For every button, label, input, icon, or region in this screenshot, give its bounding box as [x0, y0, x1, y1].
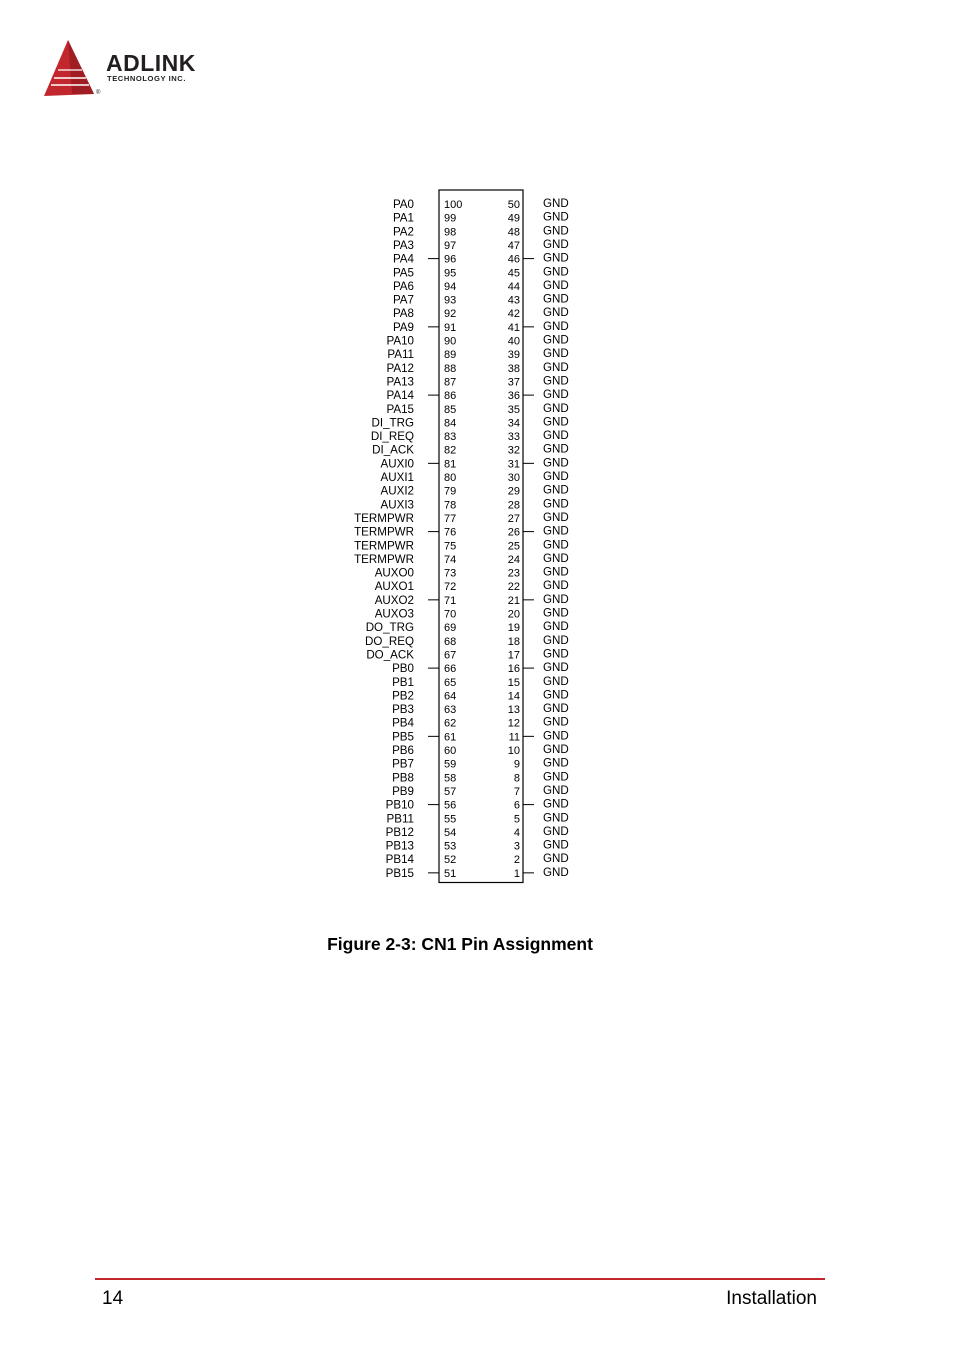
pin-number-right: 34 [507, 417, 520, 430]
pin-number-right: 5 [513, 813, 520, 826]
signal-label-left: TERMPWR [354, 511, 414, 525]
signal-label-right: GND [543, 620, 569, 634]
figure-caption: Figure 2-3: CN1 Pin Assignment [327, 934, 593, 954]
signal-label-left: PB8 [392, 771, 414, 785]
section-title: Installation [726, 1288, 817, 1309]
signal-label-left: PA5 [392, 266, 414, 280]
pin-number-right: 47 [507, 239, 520, 252]
signal-label-left: AUXO3 [374, 607, 414, 621]
pin-number-left: 68 [444, 635, 457, 648]
signal-label-left: PB14 [385, 853, 414, 867]
signal-label-left: PA14 [386, 389, 414, 403]
pin-number-right: 42 [507, 308, 520, 321]
pin-number-left: 81 [444, 458, 457, 471]
signal-label-left: PA12 [386, 361, 414, 375]
pin-number-right: 10 [507, 745, 520, 757]
pin-number-left: 65 [444, 676, 457, 689]
pin-number-right: 39 [507, 349, 520, 362]
signal-label-right: GND [543, 251, 569, 265]
signal-label-right: GND [543, 388, 569, 402]
pin-number-right: 30 [507, 472, 520, 484]
pin-number-left: 76 [444, 526, 457, 539]
signal-label-left: PA1 [392, 211, 414, 225]
pin-number-left: 62 [444, 717, 457, 730]
signal-label-left: PA3 [392, 238, 414, 252]
signal-label-right: GND [543, 592, 569, 606]
adlink-logo [42, 38, 242, 100]
pin-number-right: 49 [507, 212, 520, 225]
pin-number-left: 87 [444, 376, 457, 389]
signal-label-right: GND [543, 429, 569, 443]
pin-number-left: 100 [444, 199, 463, 211]
signal-label-right: GND [543, 852, 569, 866]
pin-number-left: 79 [444, 485, 457, 498]
signal-label-right: GND [543, 224, 569, 238]
signal-label-left: PB9 [392, 784, 414, 798]
signal-label-right: GND [543, 674, 569, 688]
pin-number-left: 86 [444, 390, 457, 403]
signal-label-left: DO_REQ [365, 634, 414, 648]
signal-label-right: GND [543, 783, 569, 797]
signal-label-left: PA13 [386, 375, 414, 389]
pin-number-left: 58 [444, 772, 457, 785]
pin-number-left: 98 [444, 226, 457, 239]
page-number: 14 [102, 1288, 124, 1309]
pin-number-left: 61 [444, 731, 457, 744]
signal-label-left: PB1 [392, 675, 414, 689]
signal-label-left: PA4 [392, 252, 414, 266]
signal-label-left: AUXI0 [380, 457, 414, 471]
signal-label-right: GND [543, 743, 569, 756]
pin-number-left: 52 [444, 854, 457, 867]
pin-number-left: 80 [444, 472, 457, 484]
pin-number-left: 69 [444, 622, 457, 635]
signal-label-right: GND [543, 292, 569, 306]
signal-label-left: PB4 [392, 716, 414, 730]
pin-number-right: 36 [507, 390, 520, 403]
pin-number-left: 64 [444, 690, 457, 703]
adlink-triangle-icon [42, 38, 104, 100]
signal-label-left: PB0 [392, 662, 414, 676]
pin-number-left: 96 [444, 253, 457, 266]
pin-number-right: 6 [513, 799, 520, 812]
pin-number-right: 17 [507, 649, 520, 662]
signal-label-left: DI_ACK [372, 443, 414, 457]
pin-number-left: 72 [444, 581, 457, 594]
signal-label-right: GND [543, 265, 569, 279]
pin-number-right: 12 [507, 717, 520, 730]
pin-number-right: 22 [507, 581, 520, 594]
pin-number-left: 74 [444, 553, 457, 566]
pin-number-left: 83 [444, 431, 457, 444]
pin-number-left: 73 [444, 567, 457, 580]
signal-label-right: GND [543, 333, 569, 347]
pin-number-right: 28 [507, 499, 520, 512]
signal-label-left: PA7 [392, 293, 414, 307]
signal-label-right: GND [543, 306, 569, 320]
pin-number-left: 93 [444, 294, 457, 307]
signal-label-right: GND [543, 347, 569, 361]
signal-label-left: TERMPWR [354, 539, 414, 553]
signal-label-right: GND [543, 470, 569, 483]
pin-number-right: 48 [507, 226, 520, 239]
signal-label-left: PA11 [387, 348, 414, 362]
signal-label-right: GND [543, 415, 569, 429]
signal-label-right: GND [543, 838, 569, 852]
signal-label-left: PA2 [392, 225, 414, 239]
signal-label-left: PA9 [392, 320, 414, 334]
signal-label-left: AUXO1 [374, 580, 414, 594]
signal-label-right: GND [543, 497, 569, 511]
pin-number-left: 63 [444, 704, 457, 717]
pin-number-right: 2 [513, 854, 520, 867]
pin-number-left: 89 [444, 349, 457, 362]
pin-number-left: 53 [444, 840, 457, 853]
pin-number-right: 21 [507, 594, 520, 607]
signal-label-right: GND [543, 197, 569, 210]
pin-number-left: 82 [444, 444, 457, 457]
signal-label-left: TERMPWR [354, 552, 414, 566]
signal-label-right: GND [543, 661, 569, 675]
signal-label-right: GND [543, 374, 569, 388]
signal-label-left: DI_REQ [370, 430, 414, 444]
signal-label-left: PA0 [392, 198, 414, 211]
pin-number-right: 25 [507, 540, 520, 553]
pin-number-left: 54 [444, 826, 457, 839]
signal-label-left: PB10 [385, 798, 414, 812]
signal-label-left: PA6 [392, 279, 414, 293]
signal-label-right: GND [543, 756, 569, 770]
logo-tagline: TECHNOLOGY INC. [107, 74, 186, 83]
signal-label-right: GND [543, 770, 569, 784]
signal-label-right: GND [543, 729, 569, 743]
pin-number-right: 35 [507, 403, 520, 416]
signal-label-right: GND [543, 647, 569, 661]
signal-label-right: GND [543, 483, 569, 497]
pin-number-left: 57 [444, 785, 457, 798]
signal-label-right: GND [543, 865, 569, 879]
pin-number-right: 9 [513, 758, 520, 771]
pin-number-left: 60 [444, 745, 457, 757]
pin-number-right: 23 [507, 567, 520, 580]
footer-rule [95, 1278, 825, 1280]
signal-label-left: AUXO0 [374, 566, 414, 580]
pin-number-right: 15 [507, 676, 520, 689]
pin-number-left: 97 [444, 239, 457, 252]
signal-label-left: PB12 [385, 825, 414, 839]
pin-number-left: 99 [444, 212, 457, 225]
signal-label-right: GND [543, 811, 569, 825]
pin-number-right: 38 [507, 362, 520, 375]
signal-label-right: GND [543, 319, 569, 333]
signal-label-right: GND [543, 524, 569, 538]
pin-number-right: 4 [513, 826, 520, 839]
pin-number-left: 78 [444, 499, 457, 512]
signal-label-left: PB3 [392, 703, 414, 717]
pin-number-right: 33 [507, 431, 520, 444]
pin-diagram-svg [340, 190, 600, 890]
signal-label-left: AUXO2 [374, 593, 414, 607]
signal-label-right: GND [543, 633, 569, 647]
signal-label-left: PA10 [386, 334, 414, 348]
signal-label-left: TERMPWR [354, 525, 414, 539]
pin-number-left: 66 [444, 663, 457, 676]
pin-number-right: 26 [507, 526, 520, 539]
pin-number-left: 77 [444, 512, 457, 525]
pin-number-left: 85 [444, 403, 457, 416]
signal-label-left: AUXI3 [380, 498, 414, 512]
pin-number-left: 94 [444, 280, 457, 293]
signal-label-left: PA8 [392, 307, 414, 321]
pin-number-left: 92 [444, 308, 457, 321]
pin-number-right: 32 [507, 444, 520, 457]
signal-label-left: PB11 [386, 812, 414, 826]
pin-number-right: 24 [507, 553, 520, 566]
signal-label-right: GND [543, 442, 569, 456]
signal-label-right: GND [543, 401, 569, 415]
pin-number-left: 56 [444, 799, 457, 812]
pin-number-right: 19 [507, 622, 520, 635]
pin-number-left: 88 [444, 362, 457, 375]
pin-number-right: 41 [507, 321, 520, 334]
pin-number-right: 46 [507, 253, 520, 266]
signal-label-left: AUXI2 [380, 484, 414, 498]
pin-number-right: 8 [513, 772, 520, 785]
signal-label-left: DI_TRG [371, 416, 414, 430]
pin-number-right: 44 [507, 280, 520, 293]
cn1-pin-diagram [340, 190, 600, 890]
signal-label-left: PB2 [392, 689, 414, 703]
signal-label-right: GND [543, 688, 569, 702]
signal-label-left: PB7 [392, 757, 414, 771]
pin-number-right: 11 [508, 731, 520, 744]
signal-label-right: GND [543, 456, 569, 470]
signal-label-right: GND [543, 237, 569, 251]
pin-number-right: 29 [507, 485, 520, 498]
signal-label-right: GND [543, 360, 569, 374]
pin-number-right: 14 [507, 690, 520, 703]
pin-number-right: 18 [507, 635, 520, 648]
pin-number-left: 55 [444, 813, 457, 826]
pin-number-right: 31 [507, 458, 520, 471]
pin-number-left: 75 [444, 540, 457, 553]
signal-label-right: GND [543, 210, 569, 224]
signal-label-right: GND [543, 797, 569, 811]
pin-number-left: 84 [444, 417, 457, 430]
pin-number-left: 51 [444, 867, 457, 880]
signal-label-right: GND [543, 579, 569, 593]
pin-number-right: 1 [513, 867, 520, 880]
pin-number-left: 91 [444, 321, 457, 334]
pin-number-left: 95 [444, 267, 457, 280]
pin-number-right: 27 [507, 512, 520, 525]
signal-label-left: PB13 [385, 839, 414, 853]
signal-label-left: PB6 [392, 744, 414, 757]
signal-label-right: GND [543, 551, 569, 565]
logo-name: ADLINK [106, 50, 196, 76]
signal-label-left: DO_ACK [366, 648, 414, 662]
signal-label-right: GND [543, 538, 569, 552]
signal-label-right: GND [543, 510, 569, 524]
pin-number-left: 70 [444, 608, 457, 621]
signal-label-right: GND [543, 606, 569, 620]
pin-number-left: 59 [444, 758, 457, 771]
pin-number-right: 3 [513, 840, 520, 853]
pin-number-right: 37 [507, 376, 520, 389]
signal-label-left: AUXI1 [380, 471, 414, 484]
pin-number-right: 13 [507, 704, 520, 717]
signal-label-left: PB5 [392, 730, 414, 744]
signal-label-right: GND [543, 715, 569, 729]
pin-number-left: 67 [444, 649, 457, 662]
pin-number-right: 43 [507, 294, 520, 307]
pin-number-right: 40 [507, 335, 520, 348]
pin-number-right: 45 [507, 267, 520, 280]
pin-number-right: 20 [507, 608, 520, 621]
signal-label-left: PB15 [385, 866, 414, 880]
signal-label-right: GND [543, 702, 569, 716]
signal-label-left: PA15 [386, 402, 414, 416]
logo-registered-mark: ® [96, 90, 101, 96]
pin-number-left: 71 [444, 594, 457, 607]
signal-label-right: GND [543, 824, 569, 838]
pin-number-left: 90 [444, 335, 457, 348]
pin-number-right: 16 [507, 663, 520, 676]
pin-number-right: 7 [513, 785, 520, 798]
pin-number-right: 50 [507, 199, 520, 211]
signal-label-left: DO_TRG [365, 621, 414, 635]
signal-label-right: GND [543, 565, 569, 579]
signal-label-right: GND [543, 278, 569, 292]
